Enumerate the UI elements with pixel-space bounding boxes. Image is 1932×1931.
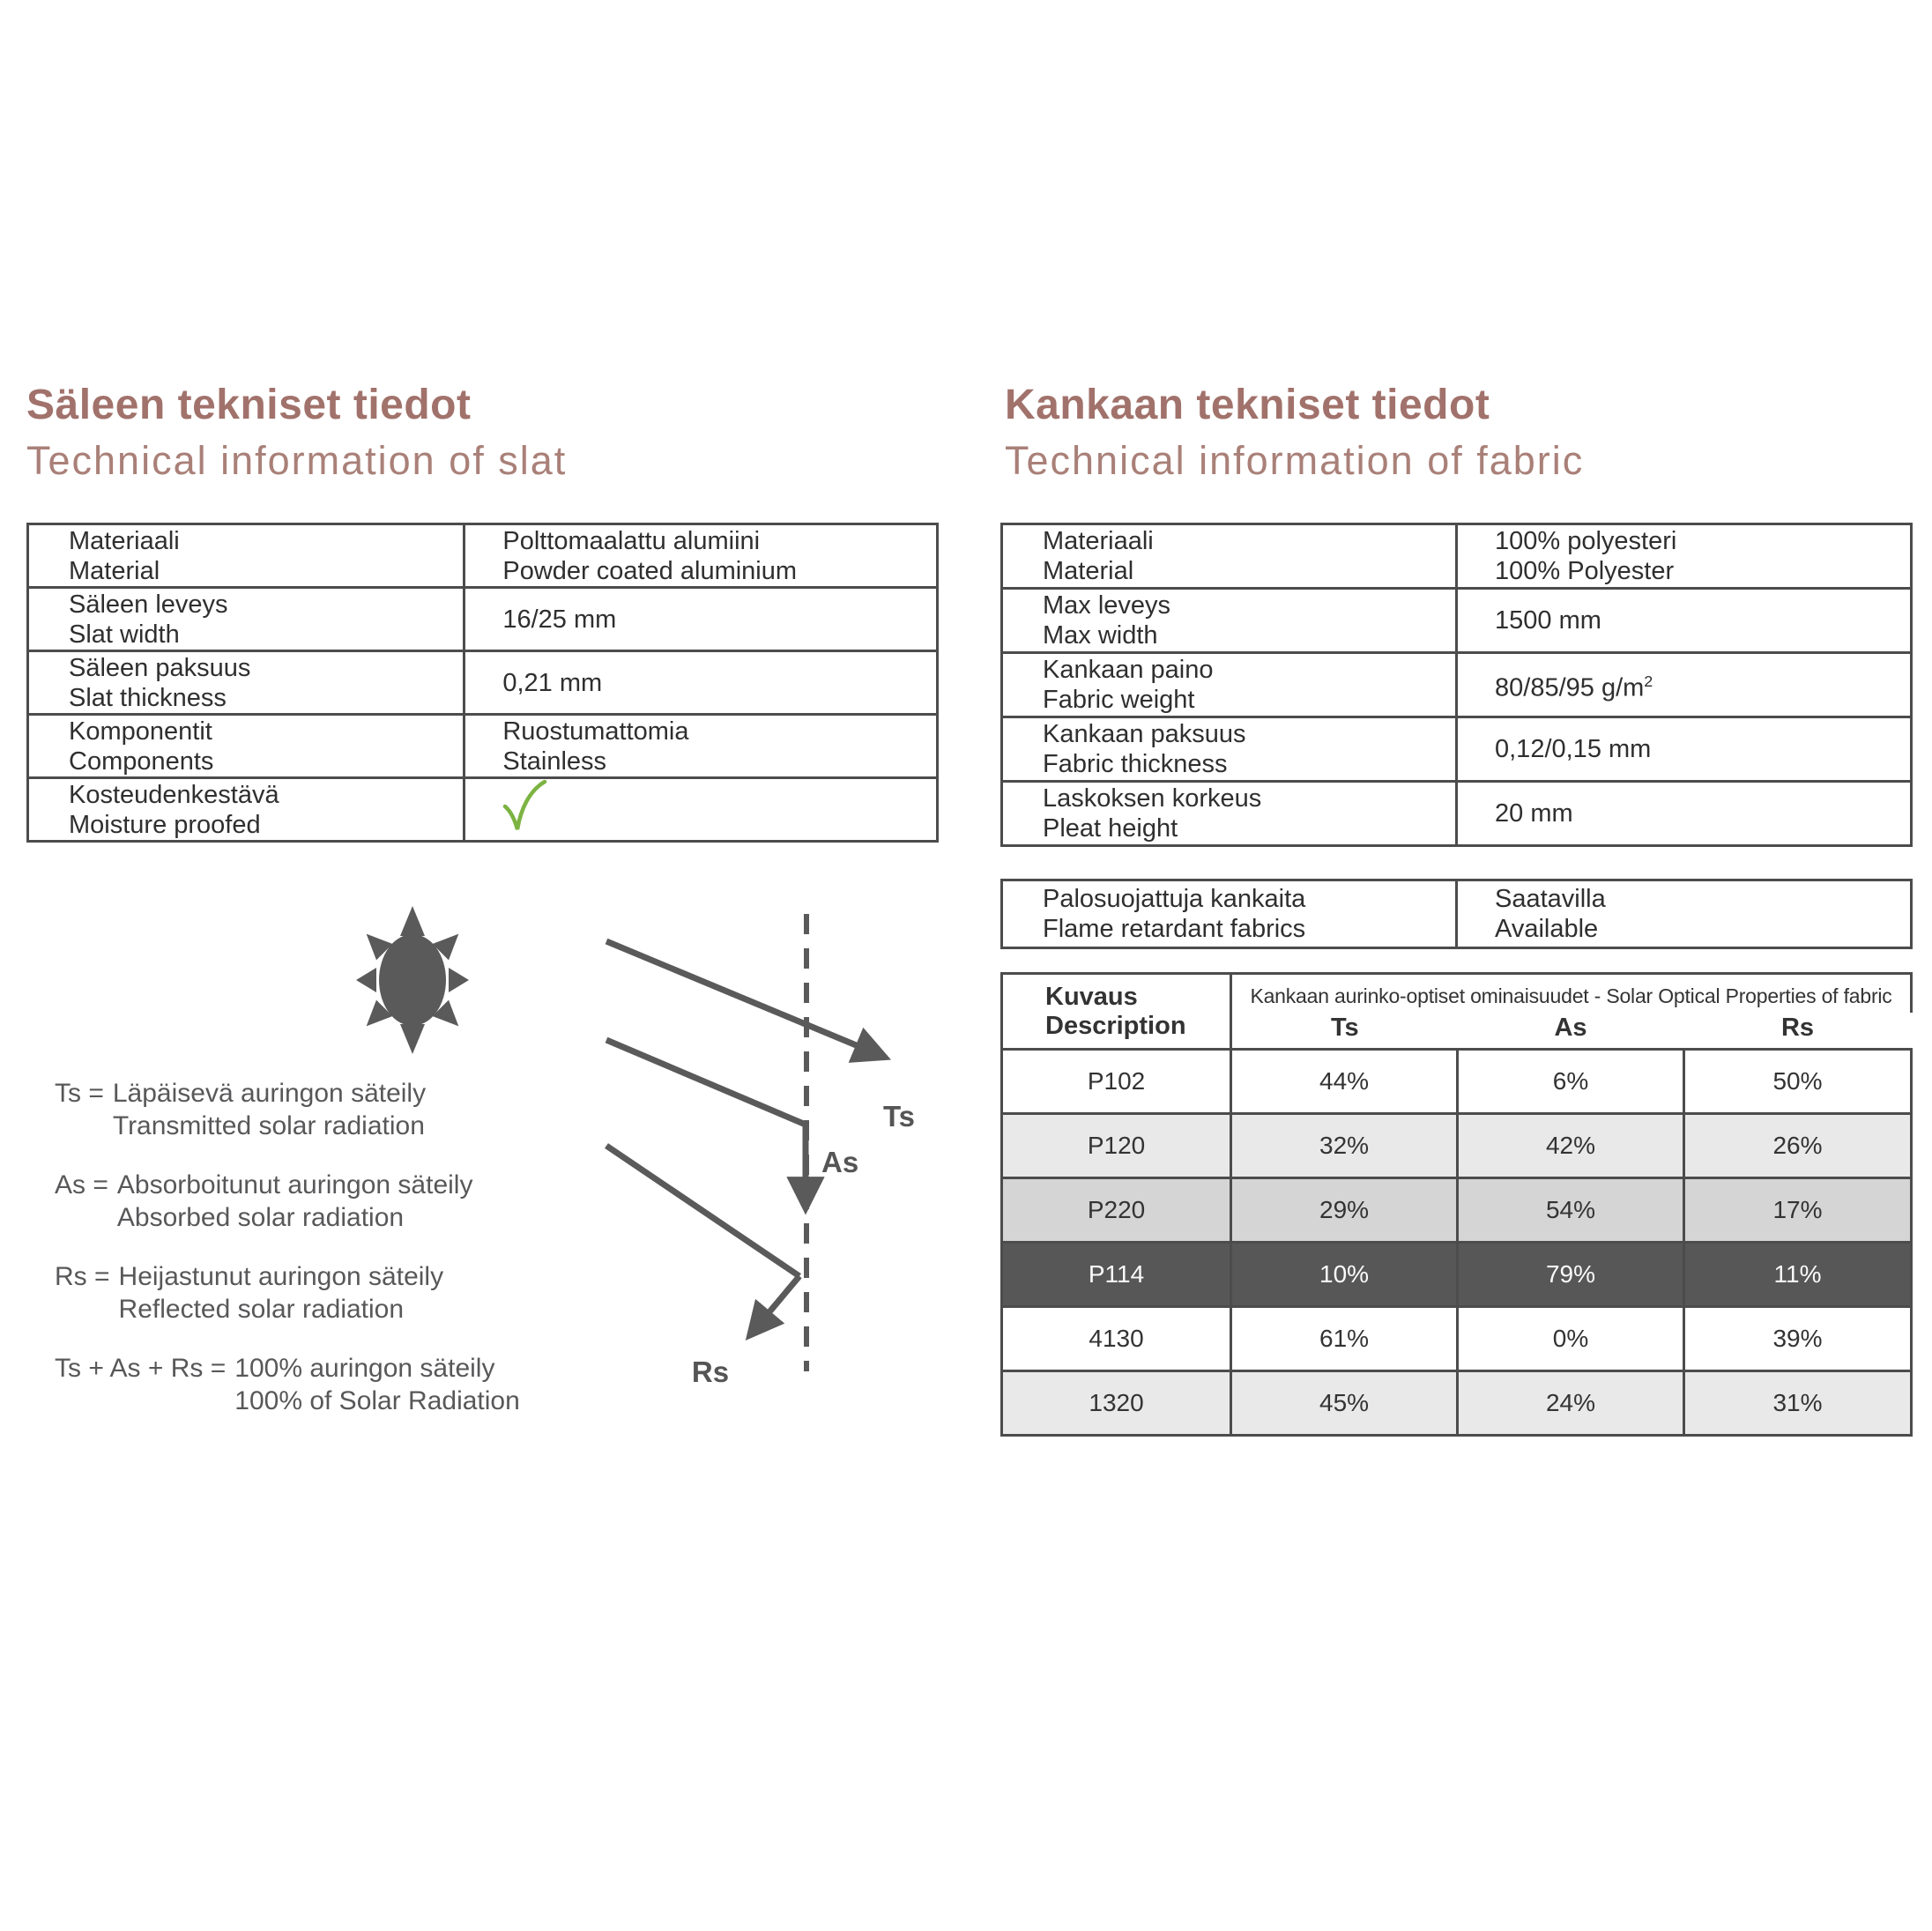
- label-fi: Kankaan paino: [1043, 656, 1214, 684]
- column-header-ts: Ts: [1231, 1013, 1458, 1050]
- row-label: [1002, 717, 1457, 782]
- value: 80/85/95 g/m: [1495, 673, 1645, 702]
- legend-en: 100% of Solar Radiation: [234, 1386, 520, 1415]
- absorbed-ray: [606, 1040, 806, 1125]
- label-en: Max width: [1043, 621, 1158, 650]
- label-en: Material: [1043, 557, 1134, 585]
- row-value: [1457, 653, 1912, 717]
- column-header-as: As: [1458, 1013, 1684, 1050]
- as-value: 0%: [1458, 1307, 1684, 1371]
- row-value: [464, 524, 938, 588]
- reflected-ray-arrow: [749, 1276, 799, 1336]
- value-en: Stainless: [502, 746, 607, 776]
- row-label: [1002, 880, 1457, 948]
- row-label: [28, 778, 464, 842]
- label-en: Fabric thickness: [1043, 750, 1228, 778]
- fabric-spec-table: [1000, 523, 1913, 847]
- label-en: Flame retardant fabrics: [1043, 915, 1306, 943]
- ts-value: 10%: [1231, 1243, 1458, 1307]
- table-row: [1002, 782, 1912, 846]
- row-value: 0,12/0,15 mm: [1457, 717, 1912, 782]
- rs-value: 26%: [1683, 1114, 1911, 1178]
- table-row: [1002, 717, 1912, 782]
- table-row: [28, 588, 938, 651]
- value-en: Powder coated aluminium: [502, 556, 798, 585]
- table-row: [1002, 1243, 1912, 1307]
- label-fi: Komponentit: [69, 717, 212, 746]
- table-row: [28, 651, 938, 715]
- value-fi: Ruostumattomia: [502, 717, 689, 746]
- label-en: Material: [69, 556, 160, 585]
- legend-en: Reflected solar radiation: [118, 1295, 405, 1324]
- table-row: [1002, 1114, 1912, 1178]
- row-label: [28, 524, 464, 588]
- row-label: [1002, 653, 1457, 717]
- as-value: 42%: [1458, 1114, 1684, 1178]
- legend-item-ts: [55, 1077, 619, 1142]
- table-row: [1002, 1371, 1912, 1436]
- label-en: Moisture proofed: [69, 810, 261, 839]
- table-row: [28, 778, 938, 842]
- spanning-header: Kankaan aurinko-optiset ominaisuudet - Solar Optical Properties of fabric: [1231, 974, 1912, 1014]
- legend-item-rs: [55, 1260, 619, 1326]
- legend-item-sum: [55, 1352, 619, 1417]
- row-value: 0,21 mm: [464, 651, 938, 715]
- row-label: [1002, 589, 1457, 653]
- header-en: Description: [1045, 1011, 1186, 1040]
- row-value: 1500 mm: [1457, 589, 1912, 653]
- table-row: [1002, 524, 1912, 589]
- sun-icon: [356, 906, 469, 1054]
- ts-value: 29%: [1231, 1178, 1458, 1243]
- row-value: [464, 778, 938, 842]
- table-row: [1002, 589, 1912, 653]
- rs-value: 50%: [1683, 1050, 1911, 1114]
- fabric-code: P220: [1002, 1178, 1231, 1243]
- reflected-ray: [606, 1146, 799, 1276]
- as-arrow-label: As: [821, 1146, 859, 1178]
- rs-value: 39%: [1683, 1307, 1911, 1371]
- ts-value: 32%: [1231, 1114, 1458, 1178]
- radiation-legend: [55, 1077, 619, 1444]
- fabric-code: 4130: [1002, 1307, 1231, 1371]
- as-value: 24%: [1458, 1371, 1684, 1436]
- table-row: [1002, 1307, 1912, 1371]
- value-fi: 100% polyesteri: [1495, 527, 1677, 555]
- legend-prefix: Rs =: [55, 1262, 110, 1291]
- table-header-row: [1002, 974, 1912, 1014]
- ts-arrow-label: Ts: [882, 1100, 916, 1133]
- column-header-description: [1002, 974, 1231, 1050]
- ts-value: 61%: [1231, 1307, 1458, 1371]
- fabric-code: P102: [1002, 1050, 1231, 1114]
- label-en: Slat thickness: [69, 683, 227, 712]
- label-en: Components: [69, 746, 214, 776]
- fabric-code: P120: [1002, 1114, 1231, 1178]
- table-row: [28, 715, 938, 778]
- fabric-code: P114: [1002, 1243, 1231, 1307]
- right-section-title: Kankaan tekniset tiedot: [1005, 382, 1490, 428]
- label-fi: Materiaali: [69, 526, 180, 555]
- left-section-subtitle: Technical information of slat: [26, 438, 568, 483]
- column-header-rs: Rs: [1683, 1013, 1911, 1050]
- transmitted-ray-arrow: [606, 941, 886, 1058]
- right-section-subtitle: Technical information of fabric: [1005, 438, 1585, 483]
- as-value: 54%: [1458, 1178, 1684, 1243]
- solar-optical-properties-table: [1000, 972, 1913, 1437]
- as-value: 6%: [1458, 1050, 1684, 1114]
- legend-en: Transmitted solar radiation: [112, 1111, 425, 1140]
- row-label: [28, 715, 464, 778]
- label-en: Fabric weight: [1043, 686, 1195, 714]
- checkmark-icon: [502, 780, 548, 833]
- rs-value: 17%: [1683, 1178, 1911, 1243]
- label-fi: Materiaali: [1043, 527, 1154, 555]
- row-value: [1457, 880, 1912, 948]
- legend-fi: Läpäisevä auringon säteily: [112, 1079, 427, 1108]
- row-label: [1002, 524, 1457, 589]
- table-row: [28, 524, 938, 588]
- as-value: 79%: [1458, 1243, 1684, 1307]
- rs-value: 31%: [1683, 1371, 1911, 1436]
- legend-prefix: Ts + As + Rs =: [55, 1354, 227, 1383]
- legend-fi: 100% auringon säteily: [234, 1354, 495, 1383]
- row-value: [1457, 524, 1912, 589]
- ts-value: 45%: [1231, 1371, 1458, 1436]
- flame-retardant-table: [1000, 879, 1913, 949]
- value-fi: Polttomaalattu alumiini: [502, 526, 761, 555]
- table-row: [1002, 880, 1912, 948]
- rs-value: 11%: [1683, 1243, 1911, 1307]
- value-superscript: 2: [1644, 672, 1653, 691]
- rs-arrow-label: Rs: [691, 1355, 730, 1388]
- table-row: [1002, 653, 1912, 717]
- legend-fi: Heijastunut auringon säteily: [118, 1262, 444, 1291]
- label-fi: Palosuojattuja kankaita: [1043, 885, 1306, 913]
- left-section-title: Säleen tekniset tiedot: [26, 382, 472, 428]
- value-en: 100% Polyester: [1495, 557, 1675, 585]
- row-label: [28, 588, 464, 651]
- row-value: 16/25 mm: [464, 588, 938, 651]
- row-label: [28, 651, 464, 715]
- label-fi: Max leveys: [1043, 591, 1171, 620]
- ts-value: 44%: [1231, 1050, 1458, 1114]
- label-fi: Kankaan paksuus: [1043, 720, 1246, 748]
- legend-item-as: [55, 1169, 619, 1234]
- row-value: [464, 715, 938, 778]
- row-label: [1002, 782, 1457, 846]
- value-fi: Saatavilla: [1495, 885, 1606, 913]
- legend-fi: Absorboitunut auringon säteily: [116, 1170, 473, 1199]
- row-value: 20 mm: [1457, 782, 1912, 846]
- label-en: Pleat height: [1043, 814, 1178, 843]
- label-fi: Säleen leveys: [69, 590, 228, 619]
- slat-spec-table: [26, 523, 939, 843]
- legend-en: Absorbed solar radiation: [116, 1203, 405, 1232]
- value-en: Available: [1495, 915, 1599, 943]
- label-fi: Säleen paksuus: [69, 653, 251, 682]
- legend-prefix: As =: [55, 1170, 108, 1199]
- fabric-code: 1320: [1002, 1371, 1231, 1436]
- header-fi: Kuvaus: [1045, 982, 1138, 1011]
- label-fi: Kosteudenkestävä: [69, 780, 279, 809]
- table-row: [1002, 1050, 1912, 1114]
- label-fi: Laskoksen korkeus: [1043, 784, 1262, 813]
- label-en: Slat width: [69, 620, 180, 649]
- table-row: [1002, 1178, 1912, 1243]
- legend-prefix: Ts =: [55, 1079, 104, 1108]
